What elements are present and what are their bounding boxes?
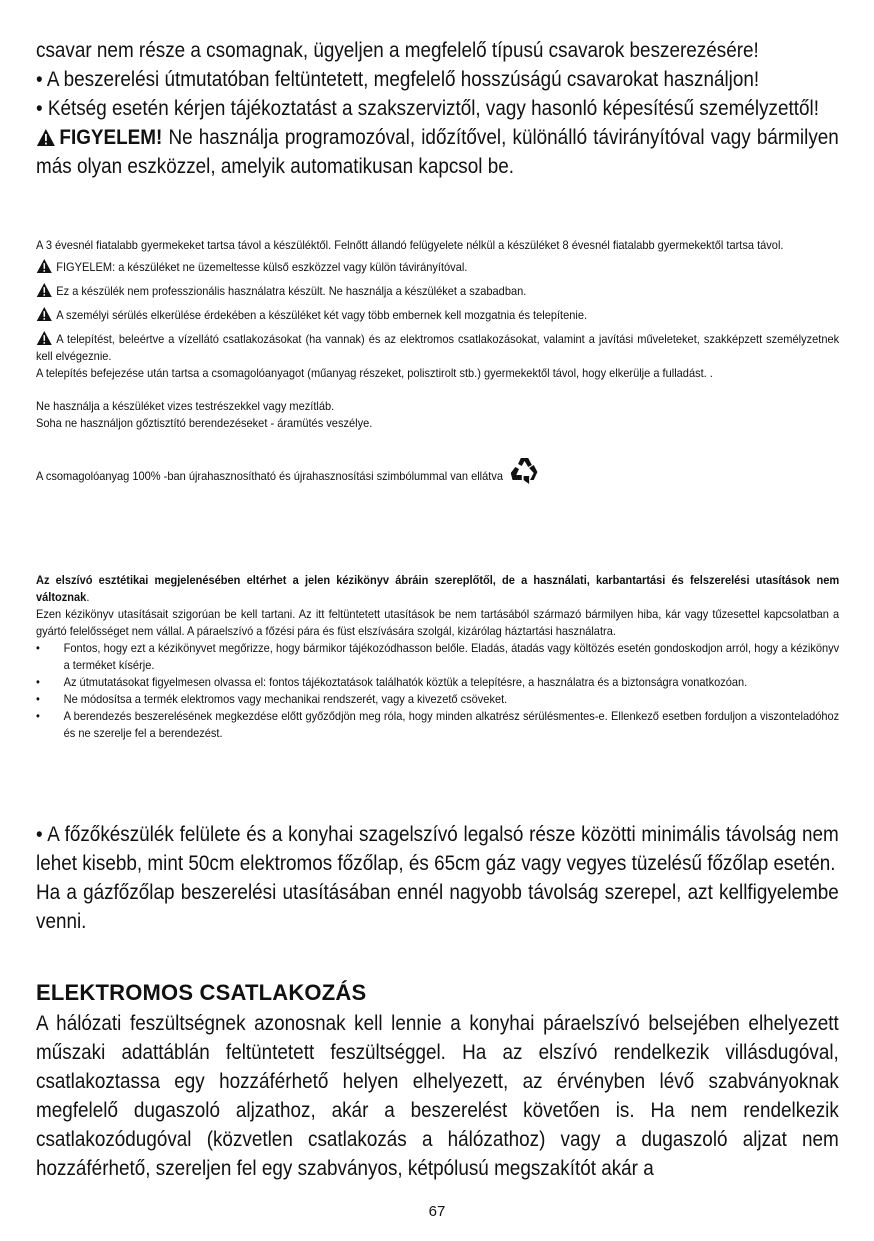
children-note: A 3 évesnél fiatalabb gyermekeket tartsa távol a készüléktől. Felnőtt állandó felügyelete nélkül a készüléket 8 évesnél fiatalabb gyermekektől tartsa távol.: [36, 238, 784, 252]
recycle-note: A csomagolóanyag 100% -ban újrahasznosítható és újrahasznosítási szimbólummal van ellátva: [36, 456, 839, 486]
electrical-text: A hálózati feszültségnek azonosnak kell lennie a konyhai páraelszívó belsejében elhelyezett műszaki adattáblán feltüntetett feszültséggel. Ha az elszívó rendelkezik villásdugóval, csatlakoztassa egy hozzáférhető helyen elhelyezett, az érvényben lévő szabványoknak megfelelő dugaszoló aljzathoz, akár a beszerelést követően is. Ha nem rendelkezik csatlakozódugóval (közvetlen csatlakozás a hálózathoz) vagy a dugaszoló aljzat nem hozzáférhető, szereljen fel egy szabványos, kétpólusú megszakítót akár a: [36, 1012, 839, 1180]
manual-section: [36, 572, 839, 742]
packaging-note: A telepítés befejezése után tartsa a csomagolóanyagot (műanyag részeket, polisztirolt stb.) gyermekektől távol, hogy elkerülje a fulladást. .: [36, 366, 713, 380]
screw-length-note: • A beszerelési útmutatóban feltüntetett, megfelelő hosszúságú csavarokat használjon!: [36, 68, 760, 91]
warning-line-1: FIGYELEM: a készüléket ne üzemeltesse külső eszközzel vagy külön távirányítóval.: [36, 258, 839, 276]
section-heading: ELEKTROMOS CSATLAKOZÁS: [36, 980, 367, 1005]
recycle-icon: [509, 456, 540, 486]
distance-section: [36, 820, 839, 936]
steam-note: Soha ne használjon gőztisztító berendezéseket - áramütés veszélye.: [36, 416, 373, 430]
warning-line-3: A személyi sérülés elkerülése érdekében a készüléket két vagy több embernek kell mozgatnia és telepítenie.: [36, 306, 839, 324]
timer-warning: [36, 123, 839, 181]
wet-note: Ne használja a készüléket vizes testrészekkel vagy mezítláb.: [36, 399, 335, 413]
list-item: • Fontos, hogy ezt a kézikönyvet megőrizze, hogy bármikor tájékozódhasson belőle. Eladás, átadás vagy költözés esetén gondoskodjon arról, hogy a kézikönyv a terméket kísérje.: [36, 640, 839, 674]
gas-hob-note: Ha a gázfőzőlap beszerelési utasításában ennél nagyobb távolság szerepel, azt kellfigyelembe venni.: [36, 881, 839, 933]
warning-text: Ne használja programozóval, időzítővel, különálló távirányítóval vagy bármilyen más olyan eszközzel, amelyik automatikusan kapcsol be.: [36, 126, 839, 178]
warning-label: FIGYELEM!: [59, 126, 163, 149]
manual-intro: Ezen kézikönyv utasításait szigorúan be kell tartani. Az itt feltüntetett utasítások be nem tartásából származó bármilyen hiba, kár vagy tűzesettel kapcsolatban a gyártó felelősséget nem vállal. A páraelszívó a főzési pára és füst elszívására szolgál, kizárólag háztartási használatra.: [36, 607, 840, 638]
page-number: 67: [428, 1203, 446, 1220]
warning-icon: [36, 330, 53, 346]
warning-icon: [36, 306, 53, 322]
safety-section: [36, 237, 839, 486]
list-item: • A berendezés beszerelésének megkezdése előtt győződjön meg róla, hogy minden alkatrész sérülésmentes-e. Ellenkező esetben forduljon a viszonteladóhoz és ne szerelje fel a berendezést.: [36, 708, 839, 742]
manual-bullet-list: [36, 640, 839, 742]
list-item: • Ne módosítsa a termék elektromos vagy mechanikai rendszerét, vagy a kivezető csöveket.: [36, 691, 839, 708]
top-section: [36, 36, 839, 181]
screw-note: csavar nem része a csomagnak, ügyeljen a megfelelő típusú csavarok beszerezésére!: [36, 39, 759, 62]
warning-icon: [36, 282, 53, 298]
warning-line-4: A telepítést, beleértve a vízellátó csatlakozásokat (ha vannak) és az elektromos csatlakozásokat, valamint a javítási műveleteket, szakképzett személyzetnek kell elvégeznie.: [36, 332, 840, 363]
manual-bold-intro: Az elszívó esztétikai megjelenésében eltérhet a jelen kézikönyv ábráin szereplőtől, de a használati, karbantartási és felszerelési utasítások nem változnak.: [36, 573, 840, 604]
distance-note: • A főzőkészülék felülete és a konyhai szagelszívó legalsó része közötti minimális távolság nem lehet kisebb, mint 50cm elektromos főzőlap, és 65cm gáz vagy vegyes tüzelésű főzőlap esetén.: [36, 823, 839, 875]
electrical-section: [36, 980, 839, 1183]
warning-icon: [36, 258, 53, 274]
warning-icon: [36, 128, 56, 147]
warning-line-2: Ez a készülék nem professzionális használatra készült. Ne használja a készüléket a szabadban.: [36, 282, 839, 300]
list-item: • Az útmutatásokat figyelmesen olvassa el: fontos tájékoztatások találhatók köztük a telepítésre, a használatra és a biztonságra vonatkozóan.: [36, 674, 839, 691]
service-note: • Kétség esetén kérjen tájékoztatást a szakszerviztől, vagy hasonló képesítésű személyzettől!: [36, 97, 819, 120]
